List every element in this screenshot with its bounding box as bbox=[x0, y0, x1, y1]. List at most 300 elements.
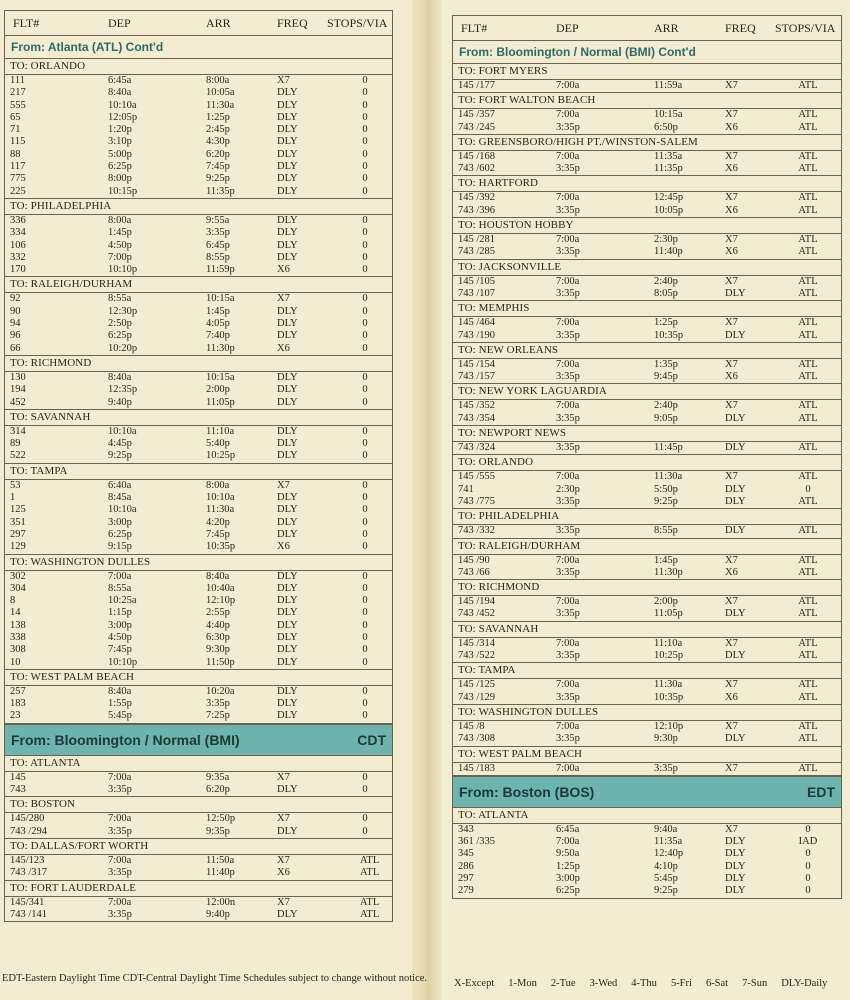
departure-time: 10:20p bbox=[108, 342, 138, 354]
flight-number: 111 bbox=[10, 75, 25, 86]
departure-time: 3:35p bbox=[556, 650, 580, 662]
flight-row bbox=[5, 897, 392, 909]
frequency: DLY bbox=[725, 848, 746, 860]
flight-row bbox=[5, 826, 392, 838]
frequency: DLY bbox=[277, 908, 298, 920]
flight-row bbox=[5, 583, 392, 595]
arrival-time: 8:40a bbox=[206, 570, 230, 582]
destination-heading: TO: SAVANNAH bbox=[5, 410, 392, 426]
stops-via: 0 bbox=[362, 570, 368, 582]
destination-heading: TO: TAMPA bbox=[5, 464, 392, 480]
flight-list bbox=[453, 317, 841, 343]
stops-via: ATL bbox=[798, 329, 818, 341]
arrival-time: 6:30p bbox=[206, 631, 230, 643]
departure-time: 7:00a bbox=[556, 317, 580, 329]
departure-time: 8:40a bbox=[108, 685, 132, 697]
arrival-time: 6:20p bbox=[206, 148, 230, 160]
stops-via: 0 bbox=[362, 479, 368, 491]
flight-number: 145 /352 bbox=[458, 400, 496, 412]
frequency: DLY bbox=[725, 650, 746, 662]
frequency: DLY bbox=[277, 99, 298, 111]
flight-row bbox=[5, 686, 392, 698]
stops-via: 0 bbox=[362, 698, 368, 710]
frequency: X7 bbox=[725, 400, 738, 412]
frequency: X6 bbox=[725, 163, 738, 175]
flight-row bbox=[453, 109, 841, 121]
destination-heading: TO: RALEIGH/DURHAM bbox=[5, 277, 392, 293]
destination-heading: TO: SAVANNAH bbox=[453, 622, 841, 638]
arrival-time: 10:05a bbox=[206, 87, 235, 99]
arrival-time: 12:10p bbox=[654, 720, 684, 732]
departure-time: 7:00a bbox=[108, 896, 132, 908]
arrival-time: 9:40a bbox=[654, 823, 678, 835]
frequency: X7 bbox=[725, 471, 738, 483]
flight-number: 452 bbox=[10, 396, 26, 408]
flight-number: 138 bbox=[10, 619, 26, 631]
departure-time: 10:10a bbox=[108, 425, 137, 437]
arrival-time: 11:35p bbox=[654, 163, 683, 175]
frequency: DLY bbox=[277, 396, 298, 408]
departure-time: 7:00a bbox=[556, 275, 580, 287]
frequency: X7 bbox=[725, 234, 738, 246]
stops-via: 0 bbox=[362, 516, 368, 528]
flight-row bbox=[453, 861, 841, 873]
flight-row bbox=[453, 400, 841, 412]
frequency: X6 bbox=[277, 264, 290, 276]
origin-band bbox=[5, 724, 392, 756]
arrival-time: 7:25p bbox=[206, 710, 230, 722]
frequency: DLY bbox=[277, 450, 298, 462]
flight-row bbox=[5, 330, 392, 342]
frequency: X7 bbox=[277, 75, 290, 86]
departure-time: 9:40p bbox=[108, 396, 132, 408]
column-header: ARR bbox=[654, 21, 679, 35]
column-header: ARR bbox=[206, 16, 231, 30]
flight-number: 145 /281 bbox=[458, 234, 496, 246]
arrival-time: 7:45p bbox=[206, 161, 230, 173]
flight-number: 217 bbox=[10, 87, 26, 99]
departure-time: 3:35p bbox=[108, 784, 132, 796]
departure-time: 7:00a bbox=[556, 109, 580, 121]
arrival-time: 10:20a bbox=[206, 685, 235, 697]
stops-via: ATL bbox=[798, 358, 818, 370]
stops-via: 0 bbox=[362, 582, 368, 594]
departure-time: 1:20p bbox=[108, 124, 132, 136]
flight-number: 743 /107 bbox=[458, 287, 496, 299]
frequency: DLY bbox=[277, 825, 298, 837]
frequency: X7 bbox=[725, 275, 738, 287]
flight-row bbox=[5, 186, 392, 198]
departure-time: 1:25p bbox=[556, 860, 580, 872]
destination-heading: TO: RICHMOND bbox=[453, 580, 841, 596]
flight-row bbox=[5, 149, 392, 161]
departure-time: 3:00p bbox=[108, 516, 132, 528]
stops-via: ATL bbox=[798, 566, 818, 578]
flight-number: 334 bbox=[10, 227, 26, 239]
departure-time: 10:10p bbox=[108, 264, 138, 276]
departure-time: 1:15p bbox=[108, 607, 132, 619]
arrival-time: 12:50p bbox=[206, 813, 236, 825]
departure-time: 3:35p bbox=[556, 691, 580, 703]
destination-heading: TO: RICHMOND bbox=[5, 356, 392, 372]
stops-via: 0 bbox=[362, 450, 368, 462]
flight-number: 92 bbox=[10, 293, 21, 305]
flight-row bbox=[453, 885, 841, 897]
departure-time: 6:45a bbox=[556, 823, 580, 835]
flight-row bbox=[453, 567, 841, 579]
departure-time: 8:55a bbox=[108, 582, 132, 594]
frequency: X6 bbox=[277, 342, 290, 354]
stops-via: ATL bbox=[798, 150, 818, 162]
flight-list bbox=[453, 525, 841, 538]
flight-list bbox=[5, 75, 392, 199]
stops-via: ATL bbox=[798, 275, 818, 287]
time-zone-label: EDT bbox=[807, 783, 835, 800]
frequency: DLY bbox=[725, 836, 746, 848]
frequency: X7 bbox=[277, 293, 290, 305]
arrival-time: 10:35p bbox=[654, 329, 684, 341]
arrival-time: 8:05p bbox=[654, 287, 678, 299]
destination-heading: TO: NEW ORLEANS bbox=[453, 343, 841, 359]
frequency: X6 bbox=[725, 566, 738, 578]
departure-time: 7:00a bbox=[108, 854, 132, 866]
departure-time: 12:30p bbox=[108, 305, 138, 317]
departure-time: 3:35p bbox=[108, 867, 132, 879]
legend-item: 7-Sun bbox=[742, 978, 768, 989]
flight-row bbox=[453, 122, 841, 134]
departure-time: 7:00a bbox=[556, 679, 580, 691]
stops-via: ATL bbox=[798, 650, 818, 662]
flight-list bbox=[453, 109, 841, 135]
flight-number: 338 bbox=[10, 631, 26, 643]
frequency: X6 bbox=[725, 371, 738, 383]
stops-via: ATL bbox=[798, 246, 818, 258]
departure-time: 3:35p bbox=[556, 733, 580, 745]
arrival-time: 11:50a bbox=[206, 854, 235, 866]
stops-via: 0 bbox=[362, 619, 368, 631]
flight-number: 361 /335 bbox=[458, 836, 496, 848]
flight-number: 743 /308 bbox=[458, 733, 496, 745]
flight-row bbox=[453, 555, 841, 567]
flight-number: 90 bbox=[10, 305, 21, 317]
frequency: DLY bbox=[277, 136, 298, 148]
frequency: DLY bbox=[725, 608, 746, 620]
origin-band-title: From: Bloomington / Normal (BMI) bbox=[11, 731, 240, 748]
flight-row bbox=[5, 632, 392, 644]
flight-number: 522 bbox=[10, 450, 26, 462]
arrival-time: 2:00p bbox=[654, 596, 678, 608]
flight-row bbox=[5, 438, 392, 450]
stops-via: 0 bbox=[362, 173, 368, 185]
flight-list bbox=[453, 596, 841, 622]
departure-time: 7:00a bbox=[556, 637, 580, 649]
departure-time: 6:25p bbox=[108, 161, 132, 173]
flight-row bbox=[5, 784, 392, 796]
arrival-time: 3:35p bbox=[206, 698, 230, 710]
arrival-time: 11:59p bbox=[206, 264, 235, 276]
departure-time: 9:15p bbox=[108, 541, 132, 553]
flight-row bbox=[5, 227, 392, 239]
departure-time: 1:45p bbox=[108, 227, 132, 239]
flight-number: 743 /452 bbox=[458, 608, 496, 620]
departure-time: 6:45a bbox=[108, 75, 132, 86]
arrival-time: 11:30p bbox=[206, 342, 235, 354]
stops-via: ATL bbox=[798, 163, 818, 175]
arrival-time: 9:05p bbox=[654, 412, 678, 424]
flight-list bbox=[453, 359, 841, 385]
flight-number: 743 /332 bbox=[458, 525, 496, 537]
flight-number: 743 /157 bbox=[458, 371, 496, 383]
stops-via: ATL bbox=[360, 854, 380, 866]
departure-time: 3:35p bbox=[556, 163, 580, 175]
flight-row bbox=[453, 330, 841, 342]
frequency: DLY bbox=[725, 442, 746, 454]
departure-time: 7:00a bbox=[556, 234, 580, 246]
flight-number: 65 bbox=[10, 111, 21, 123]
legend-item: 5-Fri bbox=[670, 978, 692, 989]
stops-via: ATL bbox=[798, 554, 818, 566]
flight-number: 743 /294 bbox=[10, 825, 48, 837]
destination-heading: TO: FORT WALTON BEACH bbox=[453, 93, 841, 109]
flight-number: 88 bbox=[10, 148, 21, 160]
flight-row bbox=[5, 384, 392, 396]
frequency: X7 bbox=[725, 109, 738, 121]
frequency: DLY bbox=[725, 412, 746, 424]
frequency: DLY bbox=[277, 438, 298, 450]
frequency: DLY bbox=[277, 239, 298, 251]
flight-number: 94 bbox=[10, 318, 21, 330]
flight-row bbox=[453, 608, 841, 620]
flight-list bbox=[453, 638, 841, 664]
stops-via: 0 bbox=[362, 438, 368, 450]
legend-item: 1-Mon bbox=[508, 978, 537, 989]
flight-row bbox=[5, 607, 392, 619]
flight-list bbox=[453, 80, 841, 93]
flight-row bbox=[453, 163, 841, 175]
stops-via: 0 bbox=[362, 685, 368, 697]
arrival-time: 11:30a bbox=[654, 471, 683, 483]
stops-via: 0 bbox=[362, 492, 368, 504]
flight-number: 106 bbox=[10, 239, 26, 251]
frequency: X7 bbox=[725, 720, 738, 732]
flight-number: 302 bbox=[10, 570, 26, 582]
departure-time: 12:05p bbox=[108, 111, 138, 123]
flight-number: 145 /392 bbox=[458, 192, 496, 204]
frequency: X6 bbox=[277, 541, 290, 553]
arrival-time: 9:25p bbox=[654, 495, 678, 507]
flight-number: 741 bbox=[458, 483, 474, 495]
arrival-time: 12:00n bbox=[206, 896, 236, 908]
stops-via: 0 bbox=[805, 848, 811, 860]
arrival-time: 11:45p bbox=[654, 442, 683, 454]
arrival-time: 4:10p bbox=[654, 860, 678, 872]
flight-row bbox=[453, 650, 841, 662]
flight-number: 743 /285 bbox=[458, 246, 496, 258]
flight-row bbox=[453, 471, 841, 483]
stops-via: 0 bbox=[362, 124, 368, 136]
flight-row bbox=[5, 264, 392, 276]
flight-number: 125 bbox=[10, 504, 26, 516]
destination-heading: TO: WASHINGTON DULLES bbox=[453, 705, 841, 721]
frequency: X7 bbox=[725, 317, 738, 329]
flight-row bbox=[453, 836, 841, 848]
stops-via: 0 bbox=[362, 644, 368, 656]
flight-row bbox=[5, 450, 392, 462]
departure-time: 3:00p bbox=[108, 619, 132, 631]
flight-row bbox=[5, 541, 392, 553]
stops-via: 0 bbox=[362, 136, 368, 148]
destination-heading: TO: FORT MYERS bbox=[453, 64, 841, 80]
stops-via: ATL bbox=[798, 471, 818, 483]
flight-row bbox=[5, 698, 392, 710]
departure-time: 3:35p bbox=[556, 121, 580, 133]
flight-number: 314 bbox=[10, 425, 26, 437]
arrival-time: 4:05p bbox=[206, 318, 230, 330]
departure-time: 6:25p bbox=[108, 330, 132, 342]
arrival-time: 11:35a bbox=[654, 150, 683, 162]
flight-number: 743 /66 bbox=[458, 566, 490, 578]
destination-heading: TO: DALLAS/FORT WORTH bbox=[5, 839, 392, 855]
flight-number: 308 bbox=[10, 644, 26, 656]
arrival-time: 3:35p bbox=[654, 762, 678, 774]
stops-via: ATL bbox=[360, 908, 380, 920]
departure-time: 7:00a bbox=[108, 771, 132, 783]
stops-via: 0 bbox=[362, 342, 368, 354]
frequency: X7 bbox=[277, 813, 290, 825]
flight-row bbox=[453, 873, 841, 885]
flight-number: 743 /317 bbox=[10, 867, 48, 879]
flight-number: 775 bbox=[10, 173, 26, 185]
frequency: X6 bbox=[725, 121, 738, 133]
departure-time: 3:10p bbox=[108, 136, 132, 148]
flight-number: 145 /90 bbox=[458, 554, 490, 566]
column-header: STOPS/VIA bbox=[775, 21, 836, 35]
flight-number: 332 bbox=[10, 251, 26, 263]
flight-number: 89 bbox=[10, 438, 21, 450]
arrival-time: 9:30p bbox=[654, 733, 678, 745]
frequency: DLY bbox=[725, 287, 746, 299]
departure-time: 2:30p bbox=[556, 483, 580, 495]
frequency: DLY bbox=[277, 214, 298, 226]
origin-section-heading: From: Bloomington / Normal (BMI) Cont'd bbox=[453, 41, 841, 64]
arrival-time: 1:45p bbox=[206, 305, 230, 317]
flight-row bbox=[453, 484, 841, 496]
departure-time: 9:25p bbox=[108, 450, 132, 462]
flight-number: 23 bbox=[10, 710, 21, 722]
arrival-time: 5:50p bbox=[654, 483, 678, 495]
frequency: DLY bbox=[725, 495, 746, 507]
flight-number: 130 bbox=[10, 371, 26, 383]
arrival-time: 10:25p bbox=[654, 650, 684, 662]
departure-time: 8:55a bbox=[108, 293, 132, 305]
destination-heading: TO: TAMPA bbox=[453, 663, 841, 679]
stops-via: 0 bbox=[362, 75, 368, 86]
departure-time: 3:35p bbox=[556, 442, 580, 454]
legend-item: DLY-Daily bbox=[781, 978, 828, 989]
frequency: DLY bbox=[277, 185, 298, 197]
departure-time: 6:25p bbox=[108, 528, 132, 540]
flight-number: 345 bbox=[458, 848, 474, 860]
stops-via: ATL bbox=[798, 525, 818, 537]
frequency-legend bbox=[454, 978, 841, 989]
stops-via: ATL bbox=[798, 121, 818, 133]
flight-row bbox=[453, 276, 841, 288]
frequency: DLY bbox=[277, 251, 298, 263]
stops-via: 0 bbox=[362, 396, 368, 408]
flight-list bbox=[5, 480, 392, 555]
legend-item: 6-Sat bbox=[705, 978, 729, 989]
stops-via: 0 bbox=[362, 504, 368, 516]
flight-row bbox=[5, 657, 392, 669]
stops-via: ATL bbox=[798, 608, 818, 620]
departure-time: 8:40a bbox=[108, 371, 132, 383]
frequency: DLY bbox=[277, 528, 298, 540]
departure-time: 8:00p bbox=[108, 173, 132, 185]
arrival-time: 8:00a bbox=[206, 75, 230, 86]
arrival-time: 11:40p bbox=[206, 867, 235, 879]
departure-time: 7:00a bbox=[556, 150, 580, 162]
destination-heading: TO: ORLANDO bbox=[453, 455, 841, 471]
flight-row bbox=[5, 318, 392, 330]
departure-time: 7:00p bbox=[108, 251, 132, 263]
flight-number: 145 /183 bbox=[458, 762, 496, 774]
departure-time: 3:35p bbox=[556, 329, 580, 341]
arrival-time: 1:45p bbox=[654, 554, 678, 566]
arrival-time: 10:40a bbox=[206, 582, 235, 594]
flight-number: 286 bbox=[458, 860, 474, 872]
departure-time: 8:00a bbox=[108, 214, 132, 226]
destination-heading: TO: WASHINGTON DULLES bbox=[5, 555, 392, 571]
flight-number: 145 bbox=[10, 771, 26, 783]
departure-time: 4:50p bbox=[108, 631, 132, 643]
departure-time: 3:35p bbox=[556, 287, 580, 299]
flight-row bbox=[5, 252, 392, 264]
flight-number: 145 /357 bbox=[458, 109, 496, 121]
stops-via: 0 bbox=[362, 251, 368, 263]
destination-heading: TO: NEW YORK LAGUARDIA bbox=[453, 384, 841, 400]
flight-list bbox=[453, 824, 841, 899]
arrival-time: 11:30a bbox=[206, 99, 235, 111]
departure-time: 10:25a bbox=[108, 595, 137, 607]
legend-item: 3-Wed bbox=[589, 978, 618, 989]
arrival-time: 8:55p bbox=[206, 251, 230, 263]
frequency: DLY bbox=[277, 371, 298, 383]
flight-row bbox=[5, 397, 392, 409]
departure-time: 4:45p bbox=[108, 438, 132, 450]
column-header: DEP bbox=[556, 21, 579, 35]
frequency: DLY bbox=[725, 860, 746, 872]
destination-heading: TO: ORLANDO bbox=[5, 59, 392, 75]
flight-row bbox=[5, 124, 392, 136]
arrival-time: 9:30p bbox=[206, 644, 230, 656]
departure-time: 8:45a bbox=[108, 492, 132, 504]
destination-heading: TO: FORT LAUDERDALE bbox=[5, 881, 392, 897]
arrival-time: 9:25p bbox=[206, 173, 230, 185]
flight-number: 145 /194 bbox=[458, 596, 496, 608]
book-gutter bbox=[412, 0, 442, 1000]
stops-via: 0 bbox=[362, 631, 368, 643]
stops-via: 0 bbox=[362, 185, 368, 197]
destination-heading: TO: MEMPHIS bbox=[453, 301, 841, 317]
frequency: X7 bbox=[277, 896, 290, 908]
arrival-time: 8:00a bbox=[206, 479, 230, 491]
flight-number: 145 /168 bbox=[458, 150, 496, 162]
destination-heading: TO: HARTFORD bbox=[453, 176, 841, 192]
frequency: DLY bbox=[277, 173, 298, 185]
flight-number: 743 /190 bbox=[458, 329, 496, 341]
arrival-time: 11:10a bbox=[206, 425, 235, 437]
stops-via: 0 bbox=[362, 607, 368, 619]
